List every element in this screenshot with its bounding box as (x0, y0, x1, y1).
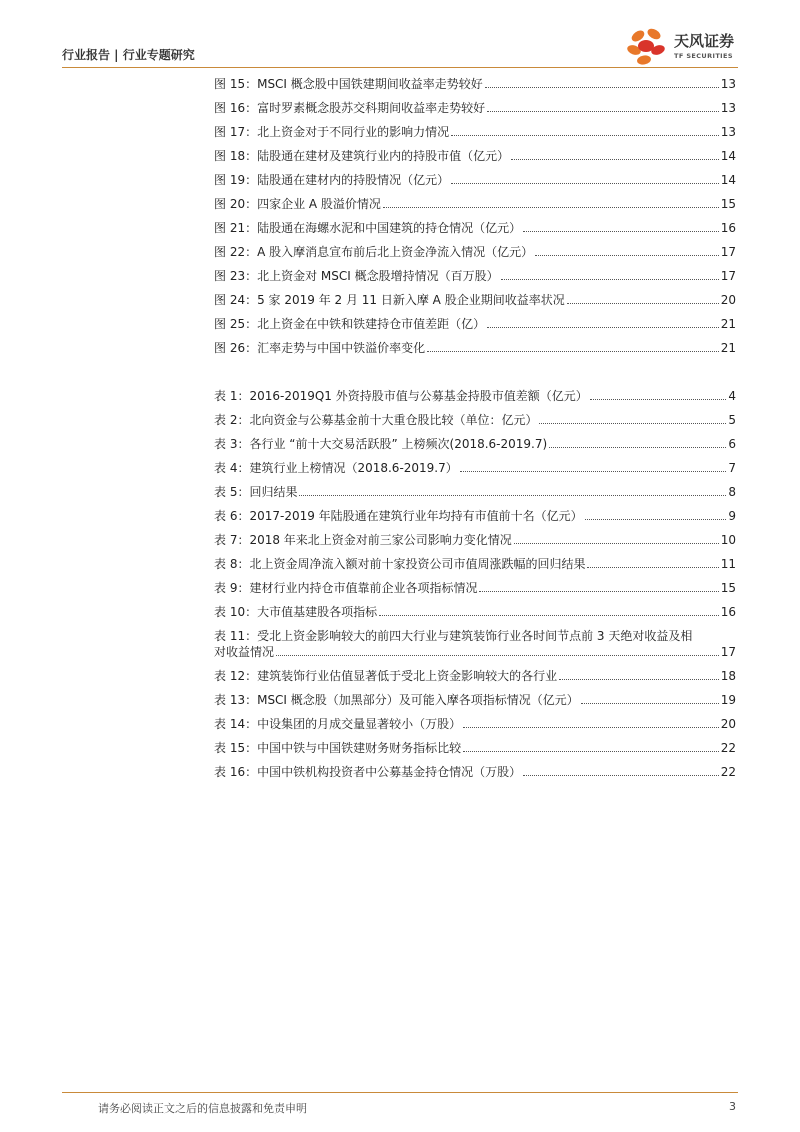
toc-entry-table-4[interactable] (214, 460, 736, 484)
toc-page-number: 18 (720, 669, 736, 683)
toc-label: 图 24：5 家 2019 年 2 月 11 日新入摩 A 股企业期间收益率状况 (214, 293, 565, 307)
toc-entry-table-16[interactable] (214, 764, 736, 788)
toc-label: 表 6：2017-2019 年陆股通在建筑行业年均持有市值前十名（亿元） (214, 509, 583, 523)
toc-leader-dots (451, 183, 719, 184)
toc-leader-dots (379, 615, 719, 616)
toc-label: 图 18：陆股通在建材及建筑行业内的持股市值（亿元） (214, 149, 510, 163)
toc-leader-dots (383, 207, 719, 208)
toc-page-number: 9 (728, 509, 736, 523)
toc-page-number: 17 (720, 645, 736, 659)
toc-label: 图 16：富时罗素概念股苏交科期间收益率走势较好 (214, 101, 486, 115)
toc-label: 表 5：回归结果 (214, 485, 298, 499)
toc-leader-dots (427, 351, 719, 352)
toc-leader-dots (514, 543, 719, 544)
toc-page-number: 10 (720, 533, 736, 547)
toc-page-number: 13 (720, 77, 736, 91)
toc-leader-dots (523, 231, 719, 232)
toc-entry-figure-17[interactable] (214, 124, 736, 148)
toc-label: 表 11：受北上资金影响较大的前四大行业与建筑装饰行业各时间节点前 3 天绝对收益及相 (214, 629, 693, 643)
toc-label: 表 12：建筑装饰行业估值显著低于受北上资金影响较大的各行业 (214, 669, 558, 683)
toc-entry-figure-15[interactable] (214, 76, 736, 100)
toc-entry-table-13[interactable] (214, 692, 736, 716)
toc-page-number: 13 (720, 101, 736, 115)
toc-leader-dots (487, 327, 719, 328)
toc-entry-table-15[interactable] (214, 740, 736, 764)
toc-leader-dots (463, 727, 719, 728)
toc-label: 图 26：汇率走势与中国中铁溢价率变化 (214, 341, 426, 355)
toc-page-number: 21 (720, 341, 736, 355)
toc-label: 表 10：大市值基建股各项指标 (214, 605, 378, 619)
logo-english-name: TF SECURITIES (674, 52, 733, 60)
toc-leader-dots (299, 495, 726, 496)
toc-entry-table-8[interactable] (214, 556, 736, 580)
toc-entry-figure-19[interactable] (214, 172, 736, 196)
toc-label: 表 9：建材行业内持仓市值靠前企业各项指标情况 (214, 581, 478, 595)
toc-entry-table-5[interactable] (214, 484, 736, 508)
toc-leader-dots (511, 159, 719, 160)
toc-leader-dots (451, 135, 719, 136)
toc-entry-table-7[interactable] (214, 532, 736, 556)
toc-leader-dots (549, 447, 726, 448)
toc-label: 表 7：2018 年来北上资金对前三家公司影响力变化情况 (214, 533, 512, 547)
toc-page-number: 11 (720, 557, 736, 571)
toc-entry-figure-16[interactable] (214, 100, 736, 124)
toc-leader-dots (276, 655, 719, 656)
toc-page-number: 22 (720, 741, 736, 755)
toc-leader-dots (523, 775, 719, 776)
toc-page-number: 20 (720, 293, 736, 307)
toc-label: 图 15：MSCI 概念股中国铁建期间收益率走势较好 (214, 77, 483, 91)
toc-leader-dots (559, 679, 719, 680)
toc-label: 表 15：中国中铁与中国铁建财务财务指标比较 (214, 741, 462, 755)
toc-entry-figure-23[interactable] (214, 268, 736, 292)
toc-entry-table-2[interactable] (214, 412, 736, 436)
toc-label: 表 1：2016-2019Q1 外资持股市值与公募基金持股市值差额（亿元） (214, 389, 588, 403)
toc-entry-table-3[interactable] (214, 436, 736, 460)
page-number: 3 (729, 1100, 736, 1113)
toc-page-number: 16 (720, 221, 736, 235)
toc-page-number: 22 (720, 765, 736, 779)
toc-label: 图 22：A 股入摩消息宣布前后北上资金净流入情况（亿元） (214, 245, 534, 259)
toc-entry-figure-24[interactable] (214, 292, 736, 316)
toc-page-number: 14 (720, 173, 736, 187)
toc-leader-dots (581, 703, 719, 704)
toc-entry-figure-22[interactable] (214, 244, 736, 268)
toc-page-number: 6 (728, 437, 736, 451)
logo-flower-icon (624, 24, 670, 68)
toc-entry-table-11[interactable] (214, 628, 736, 668)
toc-entry-table-9[interactable] (214, 580, 736, 604)
footer-divider (62, 1092, 738, 1093)
toc-leader-dots (460, 471, 727, 472)
toc-page-number: 20 (720, 717, 736, 731)
toc-leader-dots (590, 399, 727, 400)
toc-leader-dots (487, 111, 719, 112)
toc-page-number: 4 (728, 389, 736, 403)
toc-leader-dots (567, 303, 719, 304)
toc-leader-dots (485, 87, 719, 88)
header-divider (62, 67, 738, 68)
toc-entry-table-14[interactable] (214, 716, 736, 740)
toc-label: 表 8：北上资金周净流入额对前十家投资公司市值周涨跌幅的回归结果 (214, 557, 586, 571)
toc-entry-figure-20[interactable] (214, 196, 736, 220)
toc-leader-dots (463, 751, 719, 752)
toc-label: 表 2：北向资金与公募基金前十大重仓股比较（单位：亿元） (214, 413, 538, 427)
toc-entry-table-1[interactable] (214, 388, 736, 412)
toc-page-number: 8 (728, 485, 736, 499)
toc-page-number: 15 (720, 197, 736, 211)
toc-label: 表 4：建筑行业上榜情况（2018.6-2019.7） (214, 461, 458, 475)
toc-entry-table-10[interactable] (214, 604, 736, 628)
company-logo (624, 24, 744, 68)
toc-page-number: 5 (728, 413, 736, 427)
toc-page-number: 7 (728, 461, 736, 475)
toc-label: 图 23：北上资金对 MSCI 概念股增持情况（百万股） (214, 269, 499, 283)
toc-label: 图 25：北上资金在中铁和铁建持仓市值差距（亿） (214, 317, 486, 331)
toc-label: 表 13：MSCI 概念股（加黑部分）及可能入摩各项指标情况（亿元） (214, 693, 579, 707)
logo-chinese-name: 天风证券 (674, 32, 735, 50)
toc-label: 图 19：陆股通在建材内的持股情况（亿元） (214, 173, 450, 187)
toc-page-number: 21 (720, 317, 736, 331)
toc-label-continued: 对收益情况 (214, 645, 275, 659)
toc-label: 图 17：北上资金对于不同行业的影响力情况 (214, 125, 450, 139)
toc-entry-table-6[interactable] (214, 508, 736, 532)
toc-page-number: 14 (720, 149, 736, 163)
toc-entry-figure-18[interactable] (214, 148, 736, 172)
toc-entry-table-12[interactable] (214, 668, 736, 692)
toc-leader-dots (479, 591, 718, 592)
toc-leader-dots (585, 519, 727, 520)
toc-page-number: 17 (720, 269, 736, 283)
toc-entry-figure-21[interactable] (214, 220, 736, 244)
toc-leader-dots (587, 567, 718, 568)
toc-label: 图 21：陆股通在海螺水泥和中国建筑的持仓情况（亿元） (214, 221, 522, 235)
toc-page-number: 16 (720, 605, 736, 619)
toc-entry-figure-25[interactable] (214, 316, 736, 340)
toc-page-number: 13 (720, 125, 736, 139)
toc-page-number: 19 (720, 693, 736, 707)
toc-leader-dots (535, 255, 719, 256)
toc-leader-dots (501, 279, 719, 280)
toc-page-number: 17 (720, 245, 736, 259)
header-title: 行业报告 | 行业专题研究 (62, 48, 195, 62)
toc-label: 表 14：中设集团的月成交量显著较小（万股） (214, 717, 462, 731)
toc-page-number: 15 (720, 581, 736, 595)
toc-label: 图 20：四家企业 A 股溢价情况 (214, 197, 381, 211)
footer-disclaimer: 请务必阅读正文之后的信息披露和免责申明 (98, 1102, 307, 1115)
toc-label: 表 16：中国中铁机构投资者中公募基金持仓情况（万股） (214, 765, 522, 779)
toc-entry-figure-26[interactable] (214, 340, 736, 364)
toc-label: 表 3：各行业 “前十大交易活跃股” 上榜频次(2018.6-2019.7) (214, 437, 548, 451)
toc-leader-dots (539, 423, 726, 424)
